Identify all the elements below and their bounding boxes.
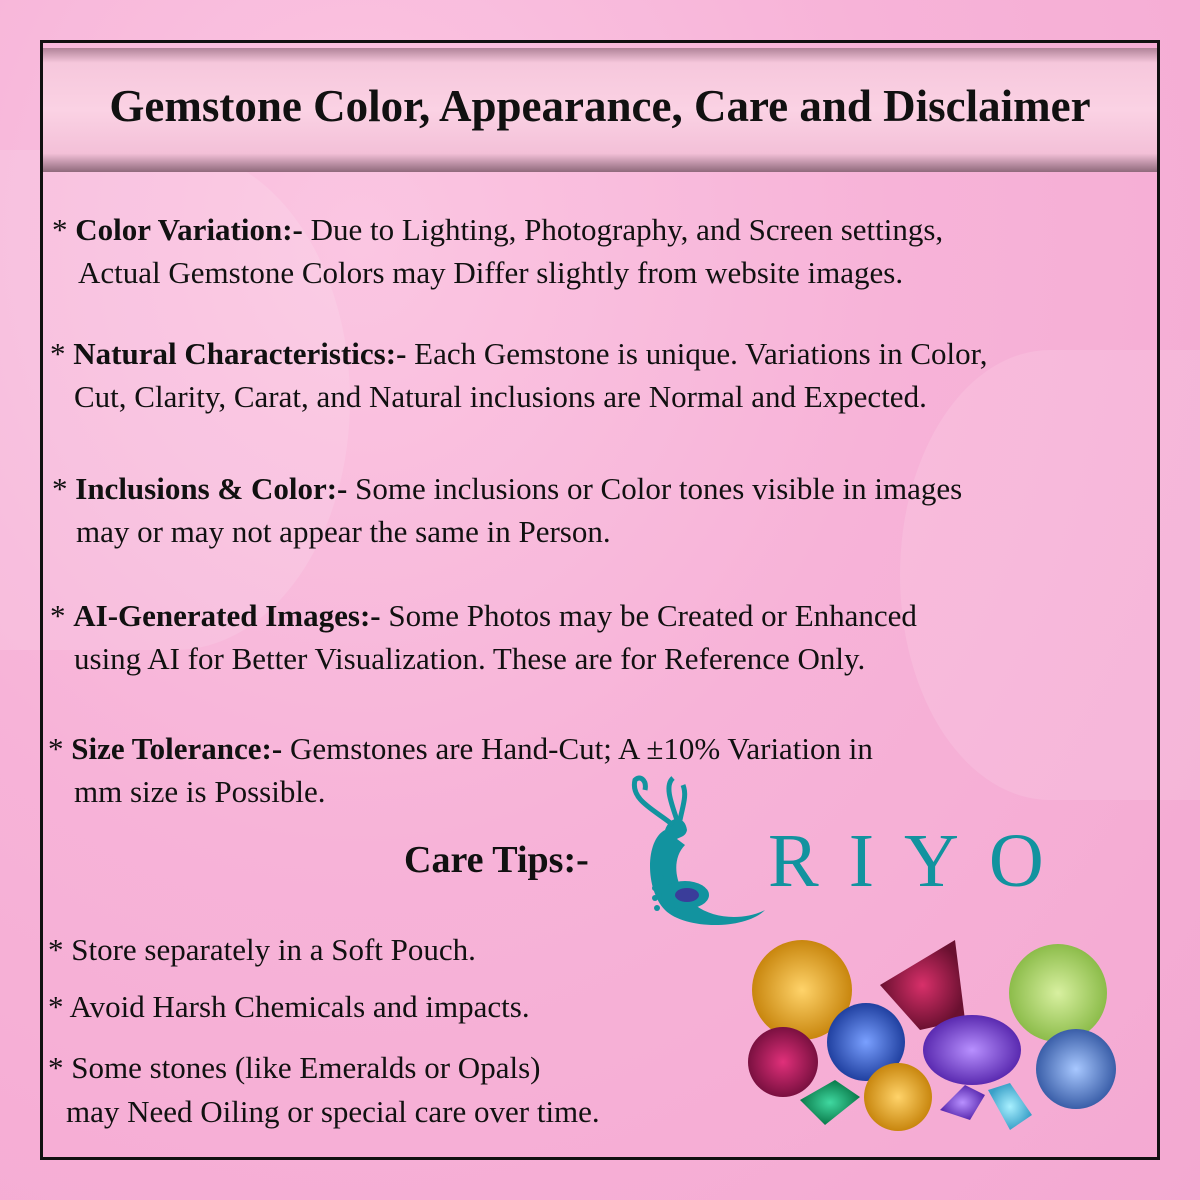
item-text: Each Gemstone is unique. Variations in Color, <box>406 336 988 371</box>
bullet: * <box>48 731 64 766</box>
bullet: * <box>52 212 68 247</box>
item-label: AI-Generated Images:- <box>73 598 381 633</box>
bullet: * <box>50 336 66 371</box>
brand-logo-text: RIYO <box>768 819 1074 903</box>
tip-item <box>48 985 530 1029</box>
item-text: may or may not appear the same in Person. <box>76 514 611 549</box>
bullet: * <box>48 989 64 1024</box>
item-text: Some Photos may be Created or Enhanced <box>380 598 917 633</box>
item-color-variation <box>52 208 943 294</box>
item-ai-generated-images <box>50 594 917 680</box>
tip-text: Store separately in a Soft Pouch. <box>71 932 476 967</box>
amethyst-gem <box>923 1015 1021 1085</box>
blue-topaz-gem <box>1036 1029 1116 1109</box>
item-text: Actual Gemstone Colors may Differ slightly from website images. <box>78 255 904 290</box>
ruby-gem <box>748 1027 818 1097</box>
bullet: * <box>52 471 68 506</box>
bullet: * <box>50 598 66 633</box>
bullet: * <box>48 932 64 967</box>
page-title: Gemstone Color, Appearance, Care and Disclaimer <box>109 81 1091 131</box>
aquamarine-gem <box>988 1083 1032 1130</box>
peridot-gem <box>1009 944 1107 1042</box>
tip-text: Some stones (like Emeralds or Opals) <box>71 1050 541 1085</box>
tip-text: may Need Oiling or special care over time. <box>66 1094 600 1129</box>
item-text: Gemstones are Hand-Cut; A ±10% Variation in <box>282 731 873 766</box>
small-amethyst-gem <box>940 1085 985 1120</box>
item-inclusions-color <box>52 467 962 553</box>
care-tips-heading: Care Tips:- <box>404 839 589 881</box>
item-text: mm size is Possible. <box>74 774 326 809</box>
item-label: Natural Characteristics:- <box>73 336 407 371</box>
tip-item <box>48 928 476 972</box>
item-label: Color Variation:- <box>75 212 303 247</box>
yellow-sapphire-gem <box>864 1063 932 1131</box>
item-label: Size Tolerance:- <box>71 731 283 766</box>
emerald-gem <box>800 1080 860 1125</box>
item-label: Inclusions & Color:- <box>75 471 348 506</box>
item-natural-characteristics <box>50 332 987 418</box>
gemstones-image <box>740 935 1130 1135</box>
bullet: * <box>48 1050 64 1085</box>
peacock-icon <box>625 770 775 930</box>
tip-item <box>48 1046 600 1134</box>
item-text: Some inclusions or Color tones visible in images <box>347 471 963 506</box>
item-text: Due to Lighting, Photography, and Screen settings, <box>302 212 944 247</box>
item-text: using AI for Better Visualization. These are for Reference Only. <box>74 641 866 676</box>
tip-text: Avoid Harsh Chemicals and impacts. <box>69 989 530 1024</box>
item-text: Cut, Clarity, Carat, and Natural inclusions are Normal and Expected. <box>74 379 927 414</box>
